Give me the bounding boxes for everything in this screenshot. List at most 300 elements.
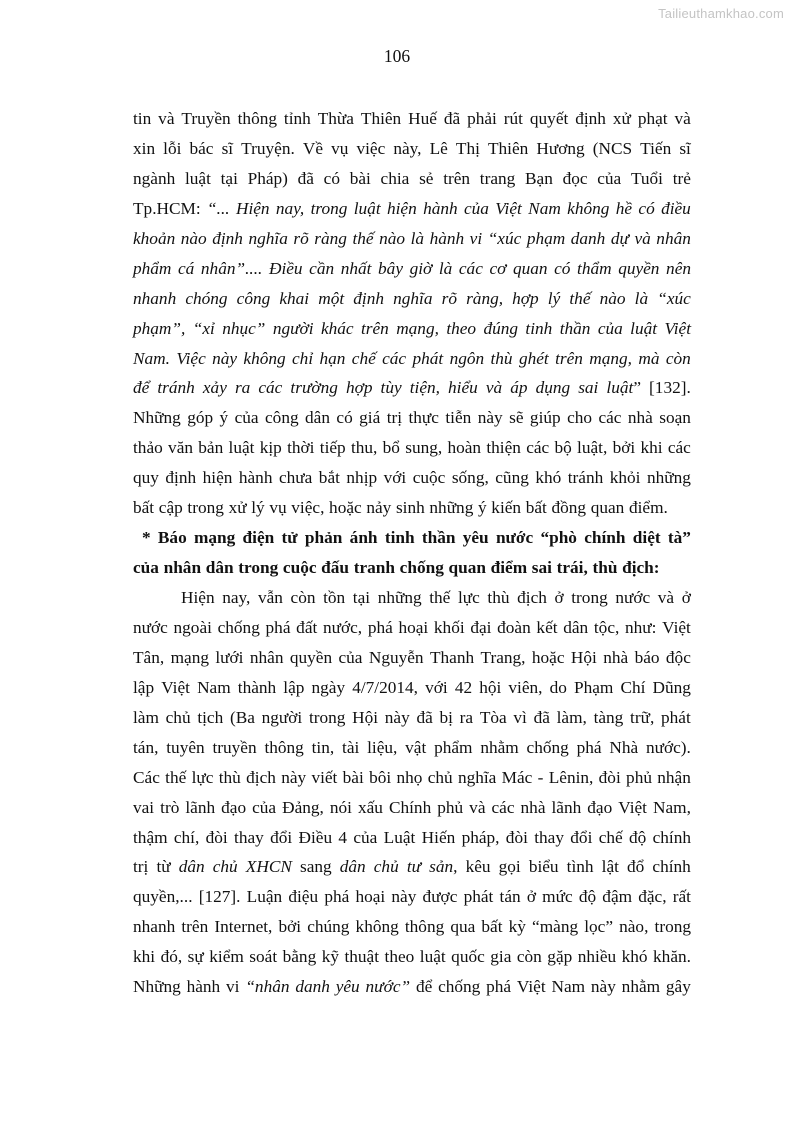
word: bôi <box>369 767 392 787</box>
word: đất <box>296 617 318 637</box>
word: với <box>383 468 407 488</box>
word: đúng <box>483 318 519 338</box>
word: ghét <box>518 348 549 368</box>
word: xấu <box>358 797 383 817</box>
word: ngày <box>311 677 346 697</box>
word: “xúc <box>657 288 691 308</box>
word: thế <box>569 288 591 308</box>
word: kêu <box>465 857 491 877</box>
word: thần <box>559 318 591 338</box>
word: trong <box>571 588 608 607</box>
word: của <box>133 558 159 578</box>
word: bài <box>349 168 371 188</box>
word: để <box>133 378 150 398</box>
word: tiếp <box>319 438 346 458</box>
word: của <box>234 408 259 428</box>
word: lập <box>133 677 155 697</box>
page-number: 106 <box>383 46 411 66</box>
word: nhà <box>627 408 653 428</box>
word: các <box>667 438 691 458</box>
watermark: Tailieuthamkhao.com <box>658 6 784 21</box>
word: phát <box>661 707 691 727</box>
word: [127]. <box>198 887 241 907</box>
word: bất <box>525 498 547 518</box>
word: như: <box>625 617 657 637</box>
word: làm <box>133 707 159 727</box>
word: trên <box>360 318 389 338</box>
word: Về <box>302 138 324 158</box>
word: phủ <box>437 797 464 817</box>
word: dân <box>305 408 330 428</box>
word: đổi <box>270 827 293 847</box>
word: ý <box>478 498 487 518</box>
word: thu, <box>350 438 378 458</box>
word: gia <box>490 947 512 967</box>
word: dân <box>178 857 205 877</box>
word: Việt <box>662 617 691 637</box>
word: tán <box>499 887 521 907</box>
word: Tòa <box>479 707 507 727</box>
word: Pháp) <box>247 168 288 188</box>
word: tùy <box>380 378 402 398</box>
word: trong <box>654 917 691 937</box>
word: quan <box>512 258 548 278</box>
word: hành <box>186 977 221 997</box>
word: tránh <box>157 378 195 398</box>
word: Báo <box>157 528 187 548</box>
word: điện <box>242 528 275 548</box>
word: yêu <box>335 977 360 997</box>
word: chống <box>217 617 260 637</box>
word: cần <box>309 258 335 278</box>
word: trên <box>443 168 471 188</box>
text-line <box>133 104 691 134</box>
word: nhục” <box>222 318 266 338</box>
word: “xỉ <box>192 318 215 338</box>
text-line <box>133 793 691 823</box>
word: hề <box>615 198 633 218</box>
word: vi <box>226 977 240 997</box>
word: cho <box>567 408 593 428</box>
text-line <box>133 673 691 703</box>
word: phạt <box>637 109 668 128</box>
word: góp <box>187 408 214 428</box>
word: mạng, <box>396 318 439 338</box>
word: hoàn <box>447 438 482 458</box>
word: cuộc <box>282 558 317 578</box>
word: biểu <box>528 857 559 877</box>
text-line <box>133 373 691 403</box>
word: Nam <box>197 677 231 697</box>
word: khối <box>433 617 465 637</box>
word: vì <box>513 707 527 727</box>
word: và <box>485 378 503 398</box>
word: gặp <box>547 947 573 967</box>
text-line <box>133 852 691 882</box>
word: của <box>597 318 623 338</box>
word: với <box>425 677 448 697</box>
word: độ <box>578 887 597 907</box>
word: và <box>634 228 651 248</box>
word: ánh <box>349 528 378 548</box>
word: đọc <box>562 168 588 188</box>
word: Nhà <box>609 737 639 757</box>
word: tinh <box>525 318 553 338</box>
text-line <box>133 344 691 374</box>
word: khó <box>621 947 648 967</box>
word: sung, <box>405 438 443 458</box>
text-line <box>133 942 691 972</box>
word: thậm <box>133 827 168 847</box>
word: đổ <box>627 857 645 877</box>
word: bất <box>481 917 503 937</box>
word: truyền <box>212 737 257 757</box>
word: việc <box>356 138 386 158</box>
word: trẻ <box>672 168 691 188</box>
word: lãnh <box>185 797 216 817</box>
word: đã <box>533 707 550 727</box>
word: bổ <box>382 438 400 458</box>
word: “nhân <box>245 977 290 997</box>
word: mạng <box>170 647 209 667</box>
word: của <box>353 827 378 847</box>
word: dân <box>563 617 589 637</box>
word: Hiện <box>235 198 270 218</box>
word: rõ <box>441 288 457 308</box>
word: Các <box>133 767 160 787</box>
word: luật” <box>606 378 641 398</box>
word: Hiện <box>181 588 215 607</box>
word: bác <box>189 138 214 158</box>
word: bị <box>439 707 453 727</box>
word: chủ <box>427 767 453 787</box>
word: đã <box>297 168 314 188</box>
word: trị <box>386 408 403 428</box>
word: nhân”.... <box>200 258 263 278</box>
word: tư <box>406 857 422 877</box>
word: gây <box>665 977 691 997</box>
word: diệt <box>632 528 661 548</box>
word: soát <box>249 947 278 967</box>
word: tỉnh <box>283 109 311 128</box>
word: 42 <box>454 677 473 697</box>
word: Phạm <box>573 677 614 697</box>
word: trị <box>133 857 149 877</box>
word: ngành <box>133 168 176 188</box>
word: tà” <box>667 528 691 548</box>
word: ý <box>219 408 229 428</box>
word: Việt <box>664 318 691 338</box>
word: này <box>212 348 238 368</box>
word: sống, <box>451 468 489 488</box>
word: bởi <box>612 438 636 458</box>
word: Truyền <box>181 109 231 128</box>
word: thuật <box>344 947 380 967</box>
word: có <box>554 258 571 278</box>
word: tộc, <box>593 617 620 637</box>
word: điều <box>661 198 691 218</box>
text-line <box>133 314 691 344</box>
word: này <box>477 408 503 428</box>
word: thảo <box>133 438 163 458</box>
word: ràng <box>314 228 347 248</box>
word: viết <box>311 767 338 787</box>
word: không <box>355 917 399 937</box>
word: đòi <box>598 767 621 787</box>
word: nhân <box>249 647 284 667</box>
word: lưới <box>215 647 244 667</box>
word: cơ <box>489 258 507 278</box>
word: đại <box>470 617 492 637</box>
word: sinh <box>395 498 425 518</box>
word: nghĩa <box>248 228 288 248</box>
word: 4 <box>338 827 348 847</box>
word: giờ <box>409 258 433 278</box>
word: địch: <box>622 558 660 578</box>
word: luật, <box>577 438 608 458</box>
word: kết <box>536 617 558 637</box>
word: - <box>537 767 544 787</box>
word: nước” <box>365 977 411 997</box>
word: hoặc <box>329 498 362 518</box>
word: danh <box>570 228 606 248</box>
word: chia <box>380 168 410 188</box>
word: thế <box>165 767 187 787</box>
word: nhà <box>603 647 629 667</box>
word: đã <box>416 707 433 727</box>
word: quốc <box>451 947 485 967</box>
word: kỳ <box>508 917 526 937</box>
word: Tp.HCM: <box>133 198 201 218</box>
word: được <box>422 887 458 907</box>
word: tồn <box>323 588 346 607</box>
word: thông <box>237 109 277 128</box>
word: hoại <box>398 617 429 637</box>
word: Việt <box>495 198 522 218</box>
word: các <box>458 258 483 278</box>
word: không <box>567 198 610 218</box>
word: ở <box>526 887 536 907</box>
word: hoặc <box>531 647 565 667</box>
word: các <box>258 378 283 398</box>
word: của <box>252 797 277 817</box>
word: hành <box>238 468 273 488</box>
word: nên <box>666 258 691 278</box>
word: là <box>634 288 649 308</box>
word: gọi <box>498 857 521 877</box>
word: điệu <box>288 887 319 907</box>
word: chống <box>438 977 481 997</box>
word: nhằm <box>621 977 661 997</box>
word: sản, <box>429 857 458 877</box>
word: ở <box>554 588 564 607</box>
word: tiễn <box>445 408 472 428</box>
word: qua <box>450 917 476 937</box>
word: Huế <box>408 109 437 128</box>
word: kiến <box>491 498 522 518</box>
word: thù <box>490 348 513 368</box>
word: việc, <box>291 498 325 518</box>
word: nay, <box>275 198 305 218</box>
word: Nam <box>551 977 586 997</box>
text-line <box>133 553 691 583</box>
word: tinh <box>384 528 415 548</box>
word: quyết <box>529 109 569 128</box>
word: “màng <box>532 917 579 937</box>
word: Việt <box>516 977 546 997</box>
word: pháp, <box>461 827 500 847</box>
word: Những <box>133 408 181 428</box>
word: địch <box>246 767 276 787</box>
word: “phò <box>540 528 577 548</box>
word: chính <box>652 857 691 877</box>
word: nhanh <box>133 288 177 308</box>
word: nói <box>329 797 352 817</box>
word: phủ <box>626 767 652 787</box>
word: chống <box>526 737 569 757</box>
word: khai <box>279 288 310 308</box>
word: đòi <box>505 827 528 847</box>
word: bây <box>378 258 403 278</box>
word: phát <box>412 348 444 368</box>
word: tàng <box>593 707 624 727</box>
word: (NCS <box>592 138 633 158</box>
word: luật <box>419 947 446 967</box>
word: dự <box>610 228 629 248</box>
word: thông <box>404 917 445 937</box>
word: báo <box>634 647 660 667</box>
word: làm, <box>556 707 587 727</box>
word: Thiên <box>360 109 402 128</box>
word: (Ba <box>229 707 255 727</box>
word: các <box>491 797 515 817</box>
text-line <box>133 823 691 853</box>
word: đổi <box>570 827 593 847</box>
word: sự <box>187 947 204 967</box>
word: để <box>415 977 433 997</box>
word: người <box>261 707 303 727</box>
word: các <box>598 408 622 428</box>
word: viên, <box>508 677 543 697</box>
word: của <box>597 168 622 188</box>
word: độ <box>628 827 647 847</box>
word: khoản <box>133 228 176 248</box>
word: nước). <box>645 737 691 757</box>
word: khỏi <box>609 468 641 488</box>
word: văn <box>168 438 193 458</box>
word: tin, <box>311 737 335 757</box>
word: cuộc <box>412 468 446 488</box>
word: ngôn <box>449 348 485 368</box>
word: Chính <box>388 797 432 817</box>
text-line <box>133 733 691 763</box>
word: hiện <box>386 198 417 218</box>
word: quyền,... <box>133 887 193 907</box>
word: Trang, <box>480 647 526 667</box>
word: Lê <box>429 138 448 158</box>
word: và <box>657 588 675 607</box>
word: phẩm <box>133 258 172 278</box>
word: cũng <box>495 468 529 488</box>
word: các <box>526 438 550 458</box>
word: trong <box>308 707 346 727</box>
word: các <box>382 348 407 368</box>
word: phải <box>467 109 497 128</box>
word: chống <box>399 558 444 578</box>
word: áp <box>510 378 528 398</box>
word: còn <box>516 947 542 967</box>
word: phá <box>367 617 393 637</box>
word: nước <box>133 617 168 637</box>
word: chủ <box>212 857 238 877</box>
word: thù <box>218 767 241 787</box>
word: rõ <box>293 228 309 248</box>
word: Hiến <box>421 827 456 847</box>
word: Chí <box>620 677 646 697</box>
word: nhân <box>163 558 202 578</box>
word: tử <box>281 528 298 548</box>
word: hiện <box>202 468 233 488</box>
word: bản <box>198 438 224 458</box>
word: công <box>265 408 299 428</box>
word: nảy <box>366 498 392 518</box>
word: phát <box>463 887 494 907</box>
word: khác <box>320 318 354 338</box>
word: Truyện. <box>241 138 295 158</box>
word: ràng, <box>466 288 504 308</box>
word: lãnh <box>551 797 582 817</box>
word: “... <box>207 198 230 218</box>
word: của <box>463 198 489 218</box>
word: ngoài <box>173 617 212 637</box>
word: Nam. <box>133 348 170 368</box>
word: thực <box>408 408 439 428</box>
word: đậm <box>602 887 633 907</box>
word: Lênin, <box>548 767 594 787</box>
word: trái, <box>556 558 588 578</box>
text-line <box>133 763 691 793</box>
word: Mác <box>501 767 533 787</box>
word: xảy <box>202 378 227 398</box>
word: tránh <box>567 468 604 488</box>
word: tài <box>342 737 360 757</box>
word: chính <box>652 827 691 847</box>
word: liệu, <box>367 737 398 757</box>
word: quan <box>448 558 486 578</box>
word: cá <box>178 258 195 278</box>
word: lý <box>251 498 265 518</box>
word: Thừa <box>317 109 354 128</box>
word: điểm <box>490 558 528 578</box>
word: đặc, <box>638 887 667 907</box>
word: điểm. <box>628 498 668 518</box>
word: sĩ <box>679 138 691 158</box>
word: này <box>391 887 417 907</box>
word: vẫn <box>257 588 283 607</box>
word: khi <box>640 438 663 458</box>
word: nhằm <box>480 737 519 757</box>
word: độc <box>665 647 691 667</box>
word: tịch <box>197 707 224 727</box>
word: ở <box>681 588 691 607</box>
word: ra <box>234 378 251 398</box>
word: bộ <box>554 438 572 458</box>
word: thời <box>287 438 315 458</box>
word: phạm <box>526 228 566 248</box>
word: trò <box>160 797 180 817</box>
word: mức <box>542 887 573 907</box>
word: này <box>281 767 307 787</box>
